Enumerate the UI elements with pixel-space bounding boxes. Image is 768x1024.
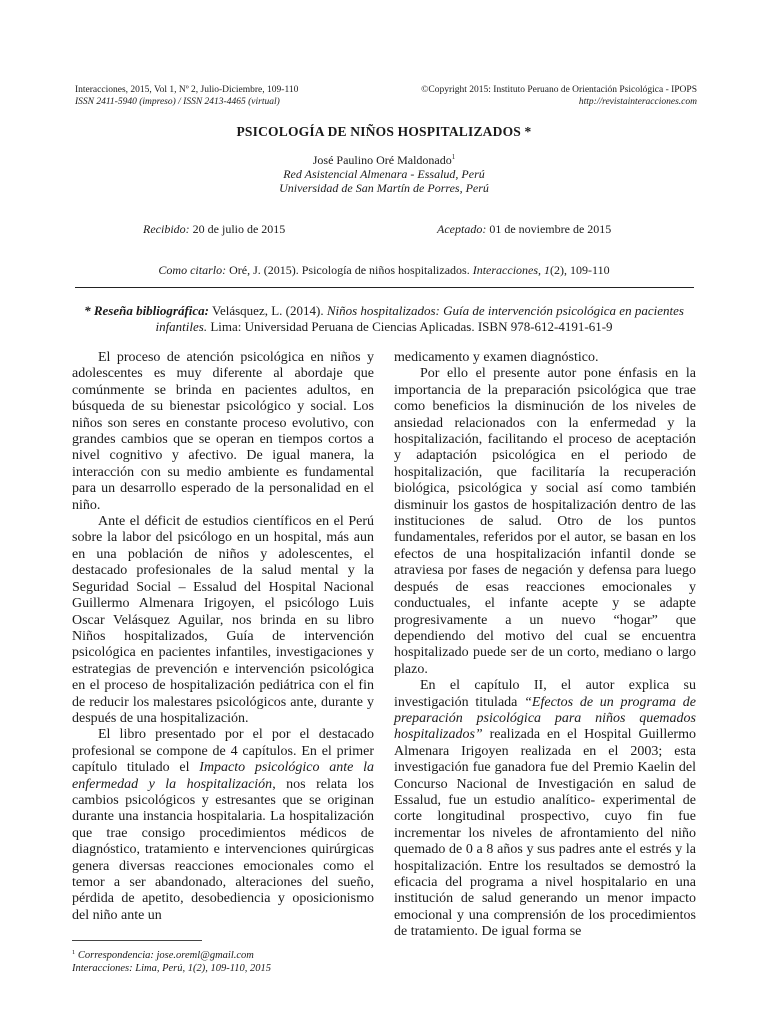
copyright-header — [421, 84, 697, 108]
author-footnote-mark: 1 — [451, 153, 456, 161]
study-title: “Efectos de un programa de preparación psicológica para niños quemados hospitalizados” — [394, 694, 696, 743]
body-column-left — [72, 350, 374, 924]
paragraph: Por ello el presente autor pone énfasis en la importancia de la preparación psicológica que trae como beneficios la disminución de los niveles de ansiedad relacionados con la enfermedad y la hospitalización, facilitando el proceso de aceptación y adaptación psicológica en el periodo de hospitalización, que facilitaría la recuperación biológica, psicológica y social así como también disminuir los gastos de hospitalización dentro de las instituciones de salud. Otro de los puntos fundamentales, referidos por el autor, se basan en los efectos de una hospitalización infantil donde se atraviesa por fases de negación y defensa para luego después de esas reacciones emocionales y conductuales, el infante acepte y se adapte progresivamente a un nuevo “hogar” que dependiendo del motivo del cual se encuentra hospitalizado puede ser de un corto, mediano o largo plazo. — [394, 366, 696, 677]
accepted-label: Aceptado: — [437, 222, 487, 236]
journal-url[interactable]: http://revistainteracciones.com — [578, 97, 697, 107]
author-block — [0, 150, 768, 195]
citation-label: Como citarlo: — [158, 263, 227, 277]
citation — [0, 263, 768, 278]
accepted-date — [437, 222, 611, 237]
received-value: 20 de julio de 2015 — [192, 222, 286, 236]
received-label: Recibido: — [143, 222, 190, 236]
issn-line: ISSN 2411-5940 (impreso) / ISSN 2413-4465 (virtual) — [75, 97, 280, 107]
review-publisher: Lima: Universidad Peruana de Ciencias Aplicadas. ISBN 978-612-4191-61-9 — [210, 319, 613, 334]
chapter-title: Impacto psicológico ante la enfermedad y la hospitalización — [72, 760, 374, 792]
paragraph: Ante el déficit de estudios científicos en el Perú sobre la labor del psicólogo en un hospital, más aun en una población de niños y adolescentes, el destacado profesionales de la salud mental y la Seguridad Social – Essalud del Hospital Nacional Guillermo Almenara Irigoyen, el psicólogo Luis Oscar Velásquez Aguilar, nos brinda en su libro Niños hospitalizados, Guía de intervención psicológica en pacientes infantiles, investigaciones y estrategias de prevención e intervención psicológica en el proceso de hospitalización pediátrica con el fin de reducir los malestares psicológicos ante, durante y después de una hospitalización. — [72, 514, 374, 726]
footnote — [72, 946, 271, 975]
footnote-divider — [72, 940, 202, 941]
review-book-title: Niños hospitalizados: Guía de intervención psicológica en pacientes infantiles. — [155, 303, 684, 334]
review-authors: Velásquez, L. (2014). — [212, 303, 324, 318]
paragraph: El proceso de atención psicológica en niños y adolescentes es muy diferente al abordaje que comúnmente se brinda en pacientes adultos, en búsqueda de su bienestar psicológico y social. Los niños son seres en constante proceso evolutivo, con grandes cambios que se operan en tiempos cortos a nivel cognitivo y afectivo. De igual manera, la interacción con su medio ambiente es fundamental para un desarrollo esperado de la personalidad en el niño. — [72, 350, 374, 513]
author-name: José Paulino Oré Maldonado — [312, 153, 452, 167]
article-title: PSICOLOGÍA DE NIÑOS HOSPITALIZADOS * — [236, 124, 532, 139]
section-divider — [75, 287, 694, 288]
citation-journal: Interacciones, 1 — [472, 263, 551, 277]
review-label: * Reseña bibliográfica: — [84, 303, 209, 318]
copyright-line: ©Copyright 2015: Instituto Peruano de Orientación Psicológica - IPOPS — [421, 85, 697, 95]
citation-issue: (2), 109-110 — [550, 263, 610, 277]
correspondence: Correspondencia: jose.oreml@gmail.com — [77, 950, 254, 961]
journal-header — [75, 84, 298, 108]
paragraph: En el capítulo II, el autor explica su investigación titulada “Efectos de un programa de preparación psicológica para niños quemados hospitalizados” realizada en el Hospital Guillermo Almenara Irigoyen realizada en el 2003; esta investigación fue ganadora fue del Premio Kaelin del Concurso Nacional de Investigación en salud de Essalud, fue un estudio analítico- experimental de corte longitudinal prospectivo, cuyo fin fue incrementar los niveles de afrontamiento del niño quemado de 0 a 8 años y sus padres ante el estrés y la hospitalización. Entre los resultados se demostró la eficacia del programa a nivel hospitalario en una institución de salud generando un menor impacto emocional y una comprensión de los procedimientos de tratamiento. De igual forma se — [394, 678, 696, 940]
book-review — [80, 303, 688, 335]
body-column-right — [394, 350, 696, 941]
affiliation-2: Universidad de San Martín de Porres, Perú — [279, 181, 489, 195]
footnote-mark: 1 — [72, 949, 76, 956]
paragraph: El libro presentado por el por el destacado profesional se compone de 4 capítulos. En el primer capítulo titulado el Impacto psicológico ante la enfermedad y la hospitalización, nos relata los cambios psicológicos y estresantes que se originan durante una instancia hospitalaria. La hospitalización que trae consigo procedimientos médicos de diagnóstico, tratamiento e intervenciones quirúrgicas genera diversas reacciones emocionales como el temor a ser abandonado, alteraciones del sueño, pérdida de apetito, desobediencia y oposicionismo del niño ante un — [72, 727, 374, 923]
citation-text: Oré, J. (2015). Psicología de niños hospitalizados. — [229, 263, 470, 277]
received-date — [143, 222, 285, 237]
paragraph: medicamento y examen diagnóstico. — [394, 350, 599, 365]
affiliation-1: Red Asistencial Almenara - Essalud, Perú — [283, 167, 485, 181]
journal-line: Interacciones, 2015, Vol 1, Nº 2, Julio-Diciembre, 109-110 — [75, 85, 299, 95]
accepted-value: 01 de noviembre de 2015 — [489, 222, 612, 236]
footnote-journal: Interacciones: Lima, Perú, 1(2), 109-110, 2015 — [72, 963, 271, 974]
